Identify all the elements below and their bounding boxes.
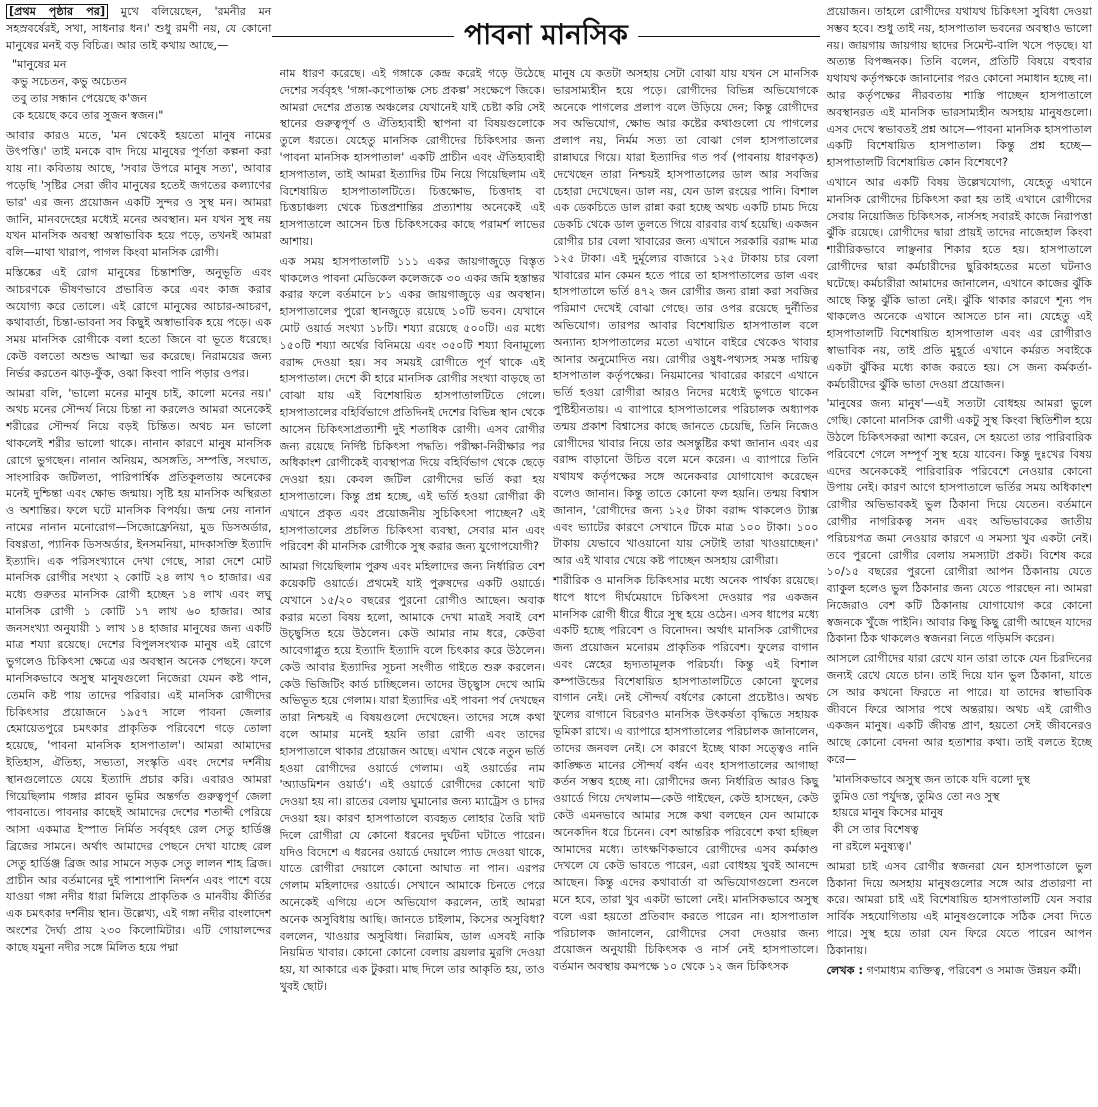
byline-label: লেখক : [826,963,863,977]
poem-line: তুমিও তো পর্যুদস্ত, তুমিও তো নও সুস্থ [832,789,1000,803]
headline: পাবনা মানসিক [464,17,628,51]
article-columns [6,4,1092,1103]
poem-line: কে হয়েছে কবে তার সুজন স্বজন।" [12,108,164,122]
poem-line: কভু সচেতন, কভু অচেতন [12,75,127,89]
paragraph: শারীরিক ও মানসিক চিকিৎসার মধ্যে অনেক পার্থক্য রয়েছে। ধাপে ধাপে দীর্ঘমেয়াদে চিকিৎসা দেওয়ার পর একজন মানসিক রোগী ধীরে ধীরে সুস্থ হয়ে ওঠেন। এসব ধাপের মধ্যে একটি হচ্ছে পরিবেশ ও বিনোদন। অর্থাৎ মানসিক রোগীদের জন্য প্রয়োজন মনোরম প্রাকৃতিক পরিবেশ। ফুলের বাগান এবং স্নেহের হৃদ্যতামূলক পরিচর্যা। কিন্তু এই বিশাল কম্পাউন্ডের বিশেষায়িত হাসপাতালটিতে কোনো ফুলের বাগান নেই। নেই সৌন্দর্য বর্ধণের কোনো প্রচেষ্টাও। অথচ ফুলের বাগানে বিচরণও মানসিক উৎকর্ষতা বৃদ্ধিতে সহায়ক ভূমিকা রাখে। এ ব্যাপারে হাসপাতালের পরিচালক জানালেন, তাদের জনবল নেই। সে কারণে ইচ্ছে থাকা সত্ত্বেও নানি কাঙ্ক্ষিত মানের সৌন্দর্য বর্ধন এবং হাসপাতালের আগাছা কর্তন সম্ভব হচ্ছে না। রোগীদের জন্য নির্ধারিত আরও কিছু ওয়ার্ডে গিয়ে দেখলাম—কেউ গাইছেন, কেউ হাসছেন, কেউ কেউ এমনভাবে আমার সঙ্গে কথা বলছেন যেন আমাকে অনেকদিন ধরে চিনেন। বেশ আন্তরিক পরিবেশে কথা হচ্ছিল আমাদের মধ্যে। তাৎক্ষণিকভাবে রোগীদের এসব কর্মকাণ্ড দেখলে যে কেউ ভাবতে পারেন, এরা বোধহয় খুবই আনন্দে আছেন। কিন্তু এদের কথাবার্তা বা অভিযোগগুলো শুনলে মনে হবে, তারা খুব একটা ভালো নেই। মানসিকভাবে অসুস্থ বলে এরা হয়তো প্রতিবাদ করতে পারেন না। হাসপাতাল পরিচালক জানালেন, রোগীদের সেবা দেওয়ার জন্য প্রয়োজন অনুযায়ী চিকিৎসক ও নার্স নেই হাসপাতালে। বর্তমান অবস্থায় কমপক্ষে ১০ থেকে ১২ জন চিকিৎসক [553,573,819,974]
paragraph: নাম ধারণ করেছে। এই গঙ্গাকে কেন্দ্র করেই গড়ে উঠেছে দেশের সর্ববৃহৎ 'গঙ্গা-কপোতাক্ষ সেচ প্রকল্প' সংক্ষেপে জিকে। আমরা দেশের প্রত্যন্ত অঞ্চলের যেখানেই যাই চেষ্টা করি সেই স্থানের গুরুত্বপূর্ণ ও ঐতিহ্যবাহী স্থাপনা বা বিষয়গুলোকে তুলে ধরতে। যেহেতু মানসিক রোগীদের চিকিৎসার জন্য 'পাবনা মানসিক হাসপাতাল' একটি প্রাচীন এবং ঐতিহ্যবাহী হাসপাতাল, তাই আমরা ইত্যাদির টিম নিয়ে গিয়েছিলাম এই বিশেষায়িত হাসপাতালটিতে। চিত্তক্ষোভ, চিত্তদাহ বা চিত্তচাঞ্চল্য থেকে চিত্তপ্রশান্তির প্রত্যাশায় অনেকেই এই হাসপাতালে আসেন চিত্ত চিকিৎসকের কাছে পরামর্শ লাভের আশায়। [279,67,545,248]
poem-quote [833,772,1093,856]
headline-banner [272,6,820,66]
paragraph: আমরা বলি, 'ভালো মনের মানুষ চাই, কালো মনের নয়।' অথচ মনের সৌন্দর্য নিয়ে চিন্তা না করলেও আমরা অনেকেই শরীরের সৌন্দর্য নিয়ে বড়ই চিন্তিত। অথচ মন ভালো থাকলেই শরীর ভালো থাকে। নানান কারণে মানুষ মানসিক রোগে ভুগছেন। নানান অনিয়ম, অসঙ্গতি, সম্পত্তি, সংঘাত, সাংসারিক জটিলতা, পারিপার্শ্বিক প্রতিকূলতায় অনেকের মনেই দুশ্চিন্তা এবং ক্ষোভ জন্মায়। সৃষ্টি হয় মানসিক অস্থিরতা ও অশান্তির। ফলে ঘটে মানসিক বিপর্যয়। জন্ম নেয় নানান নামের নানান মনোরোগ—সিজোফ্রেনিয়া, মুড ডিসঅর্ডার, বিষণ্ণতা, প্যানিক ডিসঅর্ডার, ইনসমনিয়া, মাদকাসক্তি ইত্যাদি ইত্যাদি। এক পরিসংখ্যানে দেখা গেছে, সারা দেশে মোট মানসিক রোগীর সংখ্যা ২ কোটি ২৪ লাখ ৭০ হাজার। এর মধ্যে গুরুতর মানসিক রোগী হচ্ছেন ১৪ লাখ এবং লঘু মানসিক রোগী ১ কোটি ১৭ লাখ ৬০ হাজার। আর জনসংখ্যা অনুযায়ী ১ লাখ ১৪ হাজার মানুষের জন্য একটি মাত্র শয্যা রয়েছে। দেশের বিপুলসংখ্যক মানুষ এই রোগে ভুগলেও চিকিৎসা ক্ষেত্রে এর অবস্থান অনেক পেছনে। ফলে মানসিকভাবে অসুস্থ মানুষগুলো নিজেরা যেমন কষ্ট পান, তেমনি কষ্ট পায় তাদের পরিবার। এই মানসিক রোগীদের চিকিৎসার প্রয়োজনে ১৯৫৭ সালে পাবনা জেলার হেমায়েতপুরে চমৎকার প্রাকৃতিক পরিবেশে গড়ে তোলা হয়েছে, 'পাবনা মানসিক হাসপাতাল'। আমরা আমাদের ইতিহাস, ঐতিহ্য, সভ্যতা, সংস্কৃতি এবং দেশের দর্শনীয় স্থানগুলোতে যেয়ে ইত্যাদি প্রচার করি। এবারও আমরা গিয়েছিলাম গঙ্গার প্লাবন ভূমির অন্তর্গত গুরুত্বপূর্ণ জেলা পাবনাতে। পাবনার কাছেই আমাদের দেশের শতাব্দী পেরিয়ে আসা একমাত্র ইস্পাত নির্মিত সর্ববৃহৎ রেল সেতু হার্ডিঞ্জ ব্রিজের সামনে। অর্থাৎ আমাদের পেছনে দেখা যাচ্ছে রেল সেতু হার্ডিঞ্জ ব্রিজ আর সামনে সড়ক সেতু লালন শাহ ব্রিজ। প্রাচীন আর বর্তমানের দুই পাশাপাশি নিদর্শন এবং পাশে বয়ে যাওয়া গঙ্গা নদীর ধারা মিলিয়ে প্রাকৃতিক ও মানবীয় কীর্তির এক চমৎকার দর্শনীয় স্থান। উল্লেখ্য, এই গঙ্গা নদীর বাংলাদেশ অংশের দৈর্ঘ্য প্রায় ২৩০ কিলোমিটার। এটি গোয়ালন্দের কাছে যমুনা নদীর সঙ্গে মিলিত হয়ে পদ্মা [6,386,272,954]
paragraph: আমরা চাই এসব রোগীর স্বজনরা যেন হাসপাতালে ভুল ঠিকানা দিয়ে অসহায় মানুষগুলোর সঙ্গে আর প্রতারণা না করে। আমরা চাই এই বিশেষায়িত হাসপাতালটি যেন সবার সার্বিক সহযোগিতায় এই মানুষগুলোকে সঠিক সেবা দিতে পারে। সুস্থ হয়ে তারা যেন ফিরে যেতে পারেন আপন ঠিকানায়। [826,859,1092,957]
poem-line: কী সে তার বিশেষত্ব [832,823,919,837]
paragraph: মস্তিষ্কের এই রোগ মানুষের চিন্তাশক্তি, অনুভূতি এবং আচরণকে ভীষণভাবে প্রভাবিত করে এবং কাজ করার অযোগ্য করে তোলে। এই রোগে মানুষের আচার-আচরণ, কথাবার্তা, চিন্তা-ভাবনা সব কিছুই অস্বাভাবিক হয়ে পড়ে। এক সময় মানসিক রোগীকে বলা হতো জিনে বা ভূতে ধরেছে। কেউ বলতো অশুভ আত্মা ভর করেছে। নিরাময়ের জন্য নির্ভর করতেন ঝাড়-ফুঁক, ওঝা কিংবা পানি পড়ার ওপর। [6,265,272,380]
article-column-1 [6,4,272,1103]
headline-rule-right [638,36,820,37]
poem-quote [12,57,272,124]
poem-line: হায়রে মানুষ কিসের মানুষ [832,806,944,820]
poem-line: না রইলে মনুষ্যত্ব।' [832,840,912,854]
paragraph: আমরা গিয়েছিলাম পুরুষ এবং মহিলাদের জন্য নির্ধারিত বেশ কয়েকটি ওয়ার্ডে। প্রথমেই যাই পুরুষদের একটি ওয়ার্ডে। যেখানে ১৫/২০ বছরের পুরনো রোগীও আছেন। অবাক করার মতো বিষয় হলো, আমাকে দেখা মাত্রই সবাই বেশ উচ্ছ্বসিত হয়ে উঠলেন। কেউ আমার নাম ধরে, কেউবা আবেগাপ্লুত হয়ে ইত্যাদি ইত্যাদি বলে চিৎকার করে উঠলেন। কেউ আবার ইত্যাদির সূচনা সংগীত গাইতে শুরু করলেন। কেউ ভিজিটিং কার্ড চাচ্ছিলেন। তাদের উচ্ছ্বাস দেখে আমি অভিভূত হয়ে গেলাম। যারা ইত্যাদির এই পাবনা পর্ব দেখছেন তারা নিশ্চয়ই এ বিষয়গুলো দেখেছেন। তাদের সঙ্গে কথা বলে আমার মনেই হয়নি তারা রোগী এবং তাদের হাসপাতালে থাকার প্রয়োজন আছে। এখান থেকে নতুন ভর্তি হওয়া রোগীদের ওয়ার্ডে গেলাম। এই ওয়ার্ডের নাম 'অ্যাডমিশন ওয়ার্ড'। এই ওয়ার্ডে রোগীদের কোনো খাট দেওয়া হয় না। রাতের বেলায় ঘুমানোর জন্য ম্যাট্রেস ও চাদর দেওয়া হয়। কারণ হাসপাতালে ব্যবহৃত লোহার তৈরি খাট দিলে রোগীরা যে কোনো ধরনের দুর্ঘটনা ঘটাতে পারেন। যদিও বিদেশে এ ধরনের ওয়ার্ডে দেয়ালে প্যাড দেওয়া থাকে, যাতে রোগীরা দেয়ালে কোনো আঘাত না পান। এরপর গেলাম মহিলাদের ওয়ার্ডে। সেখানে আমাকে চিনতে পেরে অনেকেই এগিয়ে এসে অভিযোগ করলেন, তাই আমরা অনেক অসুবিধায় আছি। জানতে চাইলাম, কিসের অসুবিধা? বললেন, খাওয়ার অসুবিধা। নিরামিষ, ডাল এসবই নাকি নিয়মিত খাবার। কোনো কোনো বেলায় ব্রয়লার মুরগি দেওয়া হয়, যা আকারে এক টুকরা। মাছ দিলে তার আকৃতি হয়, তাও খুবই ছোট। [279,560,545,994]
paragraph: এখানে আর একটি বিষয় উল্লেখযোগ্য, যেহেতু এখানে মানসিক রোগীদের চিকিৎসা করা হয় তাই এখানে রোগীদের সেবায় নিয়োজিত চিকিৎসক, নার্সসহ সবারই কাজে নিরাপত্তা ঝুঁকি রয়েছে। রোগীদের দ্বারা প্রায়ই তাদের নাজেহাল কিংবা শারীরিকভাবে লাঞ্ছনার শিকার হতে হয়। হাসপাতালে রোগীদের দ্বারা কর্মচারীদের ছুরিকাহতের মতো ঘটনাও ঘটেছে। কর্মচারীরা আমাদের জানালেন, এখানে কাজের ঝুঁকি আছে কিন্তু ঝুঁকি ভাতা নেই। ঝুঁকি থাকার কারণে শূন্য পদ থাকলেও অনেকে এখানে আসতে চান না। যেহেতু এই হাসপাতালটি বিশেষায়িত হাসপাতাল এবং এর রোগীরাও স্বাভাবিক নয়, তাই প্রতি মুহূর্তে এখানে কর্মরত সবাইকে একটা ঝুঁকির মধ্যে কাজ করতে হয়। সে জন্য কর্মকর্তা-কর্মচারীদের ঝুঁকি ভাতা দেওয়া প্রয়োজন। [826,175,1092,391]
paragraph: প্রয়োজন। তাহলে রোগীদের যথাযথ চিকিৎসা সুবিধা দেওয়া সম্ভব হবে। শুধু তাই নয়, হাসপাতাল ভবনের অবস্থাও ভালো নয়। জায়গায় জায়গায় ছাদের সিমেন্ট-বালি খসে পড়ছে। যা অত্যন্ত বিপজ্জনক। তিনি বলেন, প্রতিটি বিষয়ে বহুবার যথাযথ কর্তৃপক্ষকে জানানোর পরও কোনো সমাধান হচ্ছে না। আর কর্তৃপক্ষের নীরবতায় শাস্তি পাচ্ছেন হাসপাতালে অবস্থানরত এই মানসিক ভারসাম্যহীন অসহায় মানুষগুলো। এসব দেখে স্বভাবতই প্রশ্ন আসে—পাবনা মানসিক হাসপাতাল একটি বিশেষায়িত হাসপাতাল। কিন্তু প্রশ্ন হচ্ছে—হাসপাতালটি বিশেষায়িত কোন বিশেষণে? [826,5,1092,170]
poem-line: তবু তার সন্ধান পেয়েছে ক'জন [12,91,147,105]
continued-tag: [প্রথম পৃষ্ঠার পর] [6,4,108,19]
paragraph-text: মুখে বলিয়েছেন, 'রমনীর মন সহস্রবর্ষেরই, সখা, সাধনার ধন।' শুধু রমণী নয়, যে কোনো মানুষের মনই বড় বিচিত্র। আর তাই কথায় আছে,— [6,5,272,52]
paragraph: আবার কারও মতে, 'মন থেকেই হয়তো মানুষ নামের উৎপত্তি।' তাই মনকে বাদ দিয়ে মানুষের পূর্ণতা কল্পনা করা যায় না। কবিতায় আছে, 'সবার উপরে মানুষ সত্য', আবার পড়েছি 'সৃষ্টির সেরা জীব মানুষের হতেই জগতের কল্যাণের ভার' এর জন্য প্রয়োজন একটি সুন্দর ও সুস্থ মন। আমরা জানি, মানবদেহের মধ্যেই মনের অবস্থান। মন যখন সুস্থ নয় যখন মানসিক অবস্থা অস্বাভাবিক হয়ে পড়ে, তখনই আমরা বলি—মাথা খারাপ, পাগল কিংবা মানসিক রোগী। [6,128,272,260]
poem-line: 'মানসিকভাবে অসুস্থ জন তাকে যদি বলো দুস্থ [832,772,1031,786]
paragraph: মানুষ যে কতটা অসহায় সেটা বোঝা যায় যখন সে মানসিক ভারসাম্যহীন হয়ে পড়ে। রোগীদের বিভিন্ন অভিযোগকে অনেকে পাগলের প্রলাপ বলে উড়িয়ে দেন; কিন্তু রোগীদের সব অভিযোগ, ক্ষোভ আর কষ্টের কথাগুলো যে পাগলের প্রলাপ নয়, নির্মম সত্য তা বোঝা গেল হাসপাতালের রান্নাঘরে গিয়ে। যারা ইত্যাদির গত পর্ব (পাবনায় ধারণকৃত) দেখেছেন তারা নিশ্চয়ই হাসপাতালের ডাল আর সবজির চেহারা দেখেছেন। ডাল নয়, যেন ডাল রংয়ের পানি। বিশাল এক ডেকচিতে ডাল রান্না করা হচ্ছে অথচ একটি চামচ দিয়ে ডেকচি থেকে ডাল তুলতে গিয়ে বারবার ব্যর্থ হয়েছি। একজন রোগীর চার বেলা খাবারের জন্য এখানে সরকারি বরাদ্দ মাত্র ১২৫ টাকা। এই দুর্মূল্যের বাজারে ১২৫ টাকায় চার বেলা খাবারের মান কেমন হতে পারে তা হাসপাতালের ডাল এবং হাসপাতালে ভর্তি ৪৭২ জন রোগীর জন্য রান্না করা সবজির পরিমাণ দেখেই বোঝা গেছে। তার ওপর রয়েছে দুর্নীতির অভিযোগ। তারপর আবার বিশেষায়িত হাসপাতাল বলে অন্যান্য হাসপাতালের মতো এখানে বাইরে থেকেও খাবার আনার অনুমোদিত নয়। রোগীর ওষুধ-পথ্যসহ সমস্ত দায়িত্ব হাসপাতাল কর্তৃপক্ষের। নিয়মানের খাবারের কারণে এখানে ভর্তি হওয়া রোগীরা আরও নিদের মধ্যেই ভুগতে থাকেন পুষ্টিহীনতায়। এ ব্যাপারে হাসপাতালের পরিচালক অধ্যাপক তন্ময় প্রকাশ বিশ্বাসের কাছে জানতে চেয়েছি, তিনি নিজেও রোগীদের খাবার নিয়ে তার অসন্তুষ্টির কথা জানান এবং এর বরাদ্দ বাড়ানো উচিত বলে মনে করেন। এ ব্যাপারে তিনি যথাযথ কর্তৃপক্ষের সঙ্গে অনেকবার যোগাযোগ করেছেন বলেও জানান। কিন্তু তাতে কোনো ফল হয়নি। তন্ময় বিশ্বাস জানান, 'রোগীদের জন্য ১২৫ টাকা বরাদ্দ থাকলেও ট্যাক্স এবং ভ্যাটের কারণে সেখানে টিকে মাত্র ১০০ টাকা। ১০০ টাকায় যেভাবে খাওয়ানো যায় সেটাই তারা খাওয়াচ্ছেন।' আর এই খাবার খেয়ে কষ্ট পাচ্ছেন অসহায় রোগীরা। [553,67,819,568]
poem-line: "মানুষের মন [12,58,67,72]
article-column-3 [553,4,819,1103]
headline-rule-left [272,36,454,37]
paragraph [6,4,272,54]
byline-text: গণমাধ্যম ব্যক্তিত্ব, পরিবেশ ও সমাজ উন্নয়ন কর্মী। [866,963,1082,977]
paragraph: এক সময় হাসপাতালটি ১১১ একর জায়গাজুড়ে বিস্তৃত থাকলেও পাবনা মেডিকেল কলেজকে ৩০ একর জমি হস্তান্তর করার ফলে বর্তমানে ৮১ একর জায়গাজুড়ে এর অবস্থান। হাসপাতালের পুরো স্থানজুড়ে রয়েছে ১০টি ভবন। যেখানে মোট ওয়ার্ড সংখ্যা ১৮টি। শয্যা রয়েছে ৫০০টি। এর মধ্যে ১৫০টি শয্যা অর্থের বিনিময়ে এবং ৩৫০টি শয্যা বিনামূল্যে বরাদ্দ দেওয়া হয়। সব সময়ই রোগীতে পূর্ণ থাকে এই হাসপাতাল। দেশে কী হারে মানসিক রোগীর সংখ্যা বাড়ছে তা বোঝা যায় এই বিশেষায়িত হাসপাতালটিতে গেলে। হাসপাতালের বহির্বিভাগে প্রতিদিনই দেশের বিভিন্ন স্থান থেকে আসেন চিকিৎসাপ্রত্যাশী দুই শতাধিক রোগী। এসব রোগীর জন্য রয়েছে নির্দিষ্ট চিকিৎসা পদ্ধতি। পরীক্ষা-নিরীক্ষার পর অধিকাংশ রোগীকেই ব্যবস্থাপত্র দিয়ে বহির্বিভাগ থেকে ছেড়ে দেওয়া হয়। কেবল জটিল রোগীদের ভর্তি করা হয় হাসপাতালে। কিন্তু প্রশ্ন হচ্ছে, এই ভর্তি হওয়া রোগীরা কী এখানে প্রকৃত এবং প্রয়োজনীয় সুচিকিৎসা পাচ্ছেন? এই হাসপাতালের প্রচলিত চিকিৎসা ব্যবস্থা, সেবার মান এবং পরিবেশ কী মানসিক রোগীকে সুস্থ করার জন্য যুগোপযোগী? [279,254,545,554]
author-byline [827,963,1093,980]
article-column-4 [827,4,1093,1103]
paragraph: 'মানুষের জন্য মানুষ'—এই সত্যটা বোধহয় আমরা ভুলে গেছি। কোনো মানসিক রোগী একটু সুস্থ কিংবা স্থিতিশীল হয়ে উঠলে চিকিৎসকরা আশা করেন, সে হয়তো তার পারিবারিক পরিবেশে গেলে সম্পূর্ণ সুস্থ হয়ে যাবেন। কিন্তু দুঃখের বিষয় এদের অনেককেই পারিবারিক পরিবেশে নেওয়ার কোনো উপায় নেই। কারণ আগে হাসপাতালে ভর্তির সময় অধিকাংশ রোগীর অভিভাবকই ভুল ঠিকানা দিয়ে যেতেন। বর্তমানে রোগীর নাগরিকত্ব সনদ এবং অভিভাবকের জাতীয় পরিচয়পত্র জমা নেওয়ার কারণে এ সমস্যা খুব একটা নেই। তবে পুরনো রোগীর বেলায় সমস্যাটা প্রকট। বিশেষ করে ১০/১৫ বছরের পুরনো রোগীরা আপন ঠিকানায় যেতে ব্যাকুল হলেও ভুল ঠিকানার জন্য যেতে পারছেন না। আমরা নিজেরাও বেশ কটি ঠিকানায় যোগাযোগ করে কোনো স্বজনকে খুঁজে পাইনি। আবার কিছু কিছু রোগী আছেন যাদের ঠিকানা ঠিক থাকলেও স্বজনরা নিতে গড়িমসি করেন। [826,397,1092,646]
article-column-2 [280,4,546,1103]
paragraph: আসলে রোগীদের যারা রেখে যান তারা তাকে যেন চিরদিনের জন্যই রেখে যেতে চান। তাই দিয়ে যান ভুল ঠিকানা, যাতে সে আর কখনো ফিরতে না পারে। যা তাদের স্বাভাবিক জীবনে ফিরে আসার পথে অন্তরায়। অথচ এই রোগীও একজন মানুষ। একটি জীবন্ত প্রাণ, হয়তো সেই জীবনেরও আছে কোনো বেদনা আর হতাশার কথা। তাই বলতে ইচ্ছে করে— [826,652,1092,767]
